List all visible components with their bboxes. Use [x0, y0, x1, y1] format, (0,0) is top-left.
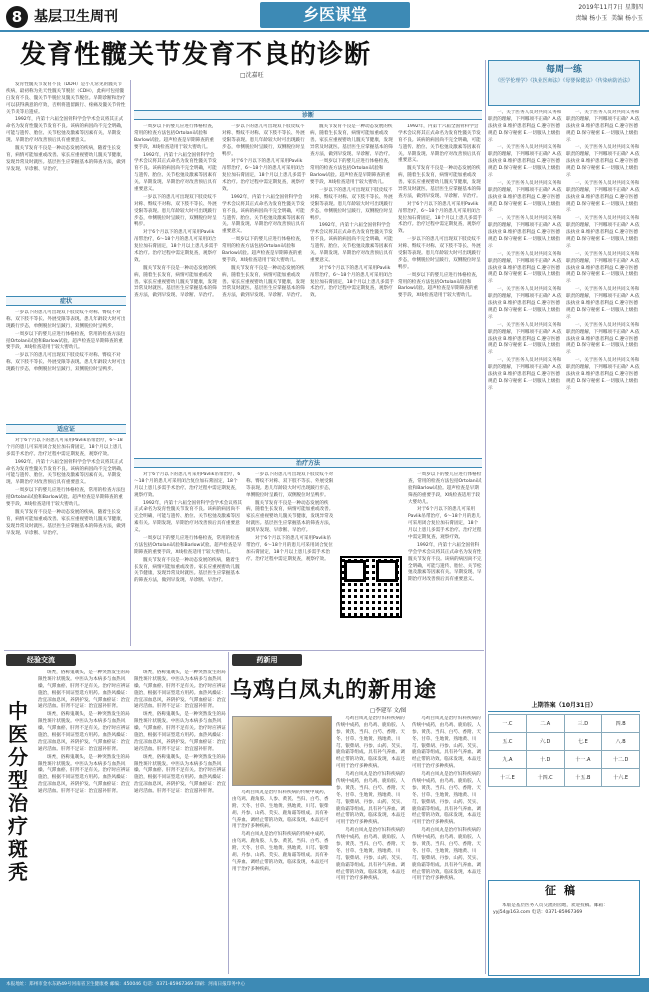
header-rule — [0, 30, 649, 32]
section-divider — [4, 650, 484, 651]
answer-cell: 六.D — [527, 733, 565, 751]
page-header — [0, 0, 649, 36]
questions-col-1: 一、关于医务人员对共同义务和职责的理解，下列哪项不正确？A.依法执业 B.维护患者利益 C.遵守医德规范 D.保守秘密 E.一切服从上级指示 一、关于医务人员对共同义务和职责的理解，下列哪项不正确？A.依法执业 B.维护患者利益 C.遵守医德规范 D.保守秘密 E.一切服从上级指示 一、关于医务人员对共同义务和职责的理解，下列哪项不正确？A.依法执业 B.维护患者利益 C.遵守医德规范 D.保守秘密 E.一切服从上级指示 一、关于医务人员对共同义务和职责的理解，下列哪项不正确？A.依法执业 B.维护患者利益 C.遵守医德规范 D.保守秘密 E.一切服从上级指示 一、关于医务人员对共同义务和职责的理解，下列哪项不正确？A.依法执业 B.维护患者利益 C.遵守医德规范 D.保守秘密 E.一切服从上级指示 一、关于医务人员对共同义务和职责的理解，下列哪项不正确？A.依法执业 B.维护患者利益 C.遵守医德规范 D.保守秘密 E.一切服从上级指示 一、关于医务人员对共同义务和职责的理解，下列哪项不正确？A.依法执业 B.维护患者利益 C.遵守医德规范 D.保守秘密 E.一切服从上级指示 一、关于医务人员对共同义务和职责的理解，下列哪项不正确？A.依法执业 B.维护患者利益 C.遵守医德规范 D.保守秘密 E.一切服从上级指示 — [488, 110, 562, 391]
issue-date: 2019年11月7日 星期四 — [578, 4, 643, 11]
main-headline: 发育性髋关节发育不良的诊断 — [20, 40, 372, 70]
diagnosis-col-1: 一周岁以下的婴儿应进行体格检查，常用的检查方法包括Ortolani试验和Barlow试验。超声检查是早期筛查的重要手段，X线检查适用于较大婴幼儿。 1992年，内第十六届全国骨科学会学术会议将其正式命名为发育性髋关节发育不良。该病的病因尚不完全明确，可能与遗传、胎位、关节松弛及激素等因素有关。早期发现、早期治疗对改善预后具有重要意义。 一岁以下的患儿可出现双下肢皮纹不对称、臀纹不对称、双下肢不等长、外展受限等表现。患儿年龄较大时可出现跛行步态，单侧脱位时呈跛行，双侧脱位时呈鸭步。 对于6个月以下的患儿可采用Pavlik吊带治疗，6～18个月的患儿可采用闭合复位加石膏固定，18个月以上患儿多需手术治疗。治疗过程中需定期复查，观察疗效。 髋关节发育不良是一种动态发展的疾病，随着生长发育，病情可能加重或改善。家长应重视婴幼儿髋关节健康，发现异常及时就医。基层医生应掌握基本的筛查方法，做到早发现、早诊断、早治疗。 — [134, 124, 218, 299]
experience-col-2: 斑秃，俗称鬼剃头，是一种突然发生的局限性斑片状脱发。中医认为本病多与血热风燥、气滞血瘀、肝肾不足有关。治疗时应辨证施治，根据不同证型选方用药。血热风燥证：治宜凉血息风，养阴护发。气滞血瘀证：治宜通窍活血。肝肾不足证：治宜滋补肝肾。 斑秃，俗称鬼剃头，是一种突然发生的局限性斑片状脱发。中医认为本病多与血热风燥、气滞血瘀、肝肾不足有关。治疗时应辨证施治，根据不同证型选方用药。血热风燥证：治宜凉血息风，养阴护发。气滞血瘀证：治宜通窍活血。肝肾不足证：治宜滋补肝肾。 斑秃，俗称鬼剃头，是一种突然发生的局限性斑片状脱发。中医认为本病多与血热风燥、气滞血瘀、肝肾不足有关。治疗时应辨证施治，根据不同证型选方用药。血热风燥证：治宜凉血息风，养阴护发。气滞血瘀证：治宜通窍活血。肝肾不足证：治宜滋补肝肾。 — [134, 670, 226, 795]
herb-col-2: 乌鸡白凤丸是治疗妇科疾病的传统中成药，由乌鸡、鹿角胶、人参、黄芪、当归、白芍、香附、天冬、甘草、生地黄、熟地黄、川芎、银柴胡、丹参、山药、芡实、鹿角霜等组成。具有补气养血、调经止带的功效。临床发现，本品还可用于治疗多种疾病。 乌鸡白凤丸是治疗妇科疾病的传统中成药，由乌鸡、鹿角胶、人参、黄芪、当归、白芍、香附、天冬、甘草、生地黄、熟地黄、川芎、银柴胡、丹参、山药、芡实、鹿角霜等组成。具有补气养血、调经止带的功效。临床发现，本品还可用于治疗多种疾病。 乌鸡白凤丸是治疗妇科疾病的传统中成药，由乌鸡、鹿角胶、人参、黄芪、当归、白芍、香附、天冬、甘草、生地黄、熟地黄、川芎、银柴胡、丹参、山药、芡实、鹿角霜等组成。具有补气养血、调经止带的功效。临床发现，本品还可用于治疗多种疾病。 — [336, 716, 405, 882]
answer-cell: 三.D — [565, 715, 603, 733]
main-byline: □沈嘉旺 — [240, 72, 264, 79]
page-number: 8 — [6, 6, 28, 28]
diagnosis-col-3: 髋关节发育不良是一种动态发展的疾病，随着生长发育，病情可能加重或改善。家长应重视婴幼儿髋关节健康，发现异常及时就医。基层医生应掌握基本的筛查方法，做到早发现、早诊断、早治疗。 一周岁以下的婴儿应进行体格检查，常用的检查方法包括Ortolani试验和Barlow试验。超声检查是早期筛查的重要手段，X线检查适用于较大婴幼儿。 一岁以下的患儿可出现双下肢皮纹不对称、臀纹不对称、双下肢不等长、外展受限等表现。患儿年龄较大时可出现跛行步态，单侧脱位时呈跛行，双侧脱位时呈鸭步。 1992年，内第十六届全国骨科学会学术会议将其正式命名为发育性髋关节发育不良。该病的病因尚不完全明确，可能与遗传、胎位、关节松弛及激素等因素有关。早期发现、早期治疗对改善预后具有重要意义。 对于6个月以下的患儿可采用Pavlik吊带治疗，6～18个月的患儿可采用闭合复位加石膏固定，18个月以上患儿多需手术治疗。治疗过程中需定期复查，观察疗效。 — [310, 124, 394, 299]
answer-cell: 四.B — [602, 715, 640, 733]
ages-heading: 适应证 — [6, 424, 126, 434]
answer-cell: 八.B — [602, 733, 640, 751]
section-title: 基层卫生周刊 — [34, 9, 118, 25]
answer-cell: 十四.C — [527, 769, 565, 787]
page-footer: 本报地址：郑州市金水东路49号河南省卫生健康委 邮编：450046 电话：0371-85967369 印刷：河南日报印务中心 — [0, 978, 649, 992]
experience-col-1: 斑秃，俗称鬼剃头，是一种突然发生的局限性斑片状脱发。中医认为本病多与血热风燥、气滞血瘀、肝肾不足有关。治疗时应辨证施治，根据不同证型选方用药。血热风燥证：治宜凉血息风，养阴护发。气滞血瘀证：治宜通窍活血。肝肾不足证：治宜滋补肝肾。 斑秃，俗称鬼剃头，是一种突然发生的局限性斑片状脱发。中医认为本病多与血热风燥、气滞血瘀、肝肾不足有关。治疗时应辨证施治，根据不同证型选方用药。血热风燥证：治宜凉血息风，养阴护发。气滞血瘀证：治宜通窍活血。肝肾不足证：治宜滋补肝肾。 斑秃，俗称鬼剃头，是一种突然发生的局限性斑片状脱发。中医认为本病多与血热风燥、气滞血瘀、肝肾不足有关。治疗时应辨证施治，根据不同证型选方用药。血热风燥证：治宜凉血息风，养阴护发。气滞血瘀证：治宜通窍活血。肝肾不足证：治宜滋补肝肾。 — [38, 670, 130, 795]
answer-cell: 十.D — [527, 751, 565, 769]
answer-cell: 二.A — [527, 715, 565, 733]
intro-text: 发育性髋关节发育不良（DDH）是小儿常见的髋关节疾病，最初称为先天性髋关节脱位（CDH），此病可包括髋臼发育不良、髋关节半脱位及髋关节脱位。早期诊断和治疗可以获得满意的疗效，否则将遗留跛行、疼痛及髋关节骨性关节炎等后遗症。 1992年，内第十六届全国骨科学会学术会议将其正式命名为发育性髋关节发育不良。该病的病因尚不完全明确，可能与遗传、胎位、关节松弛及激素等因素有关。早期发现、早期治疗对改善预后具有重要意义。 髋关节发育不良是一种动态发展的疾病，随着生长发育，病情可能加重或改善。家长应重视婴幼儿髋关节健康，发现异常及时就医。基层医生应掌握基本的筛查方法，做到早发现、早诊断、早治疗。 — [6, 82, 126, 172]
weekly-practice-subtitle: 《医学伦理学》《执业医师法》《母婴保健法》《传染病防治法》 — [495, 78, 633, 85]
symptoms-heading: 症状 — [6, 296, 126, 306]
answer-cell: 五.C — [489, 733, 527, 751]
weekly-practice-box — [488, 60, 640, 106]
call-for-papers-title: 征稿 — [545, 884, 583, 897]
answer-cell: 十六.E — [602, 769, 640, 787]
diagnosis-col-4: 1992年，内第十六届全国骨科学会学术会议将其正式命名为发育性髋关节发育不良。该病的病因尚不完全明确，可能与遗传、胎位、关节松弛及激素等因素有关。早期发现、早期治疗对改善预后具有重要意义。 髋关节发育不良是一种动态发展的疾病，随着生长发育，病情可能加重或改善。家长应重视婴幼儿髋关节健康，发现异常及时就医。基层医生应掌握基本的筛查方法，做到早发现、早诊断、早治疗。 对于6个月以下的患儿可采用Pavlik吊带治疗，6～18个月的患儿可采用闭合复位加石膏固定，18个月以上患儿多需手术治疗。治疗过程中需定期复查，观察疗效。 一岁以下的患儿可出现双下肢皮纹不对称、臀纹不对称、双下肢不等长、外展受限等表现。患儿年龄较大时可出现跛行步态，单侧脱位时呈跛行，双侧脱位时呈鸭步。 一周岁以下的婴儿应进行体格检查，常用的检查方法包括Ortolani试验和Barlow试验。超声检查是早期筛查的重要手段，X线检查适用于较大婴幼儿。 — [398, 124, 482, 299]
treatment-col-3: 一周岁以下的婴儿应进行体格检查，常用的检查方法包括Ortolani试验和Barlow试验。超声检查是早期筛查的重要手段，X线检查适用于较大婴幼儿。 对于6个月以下的患儿可采用Pavlik吊带治疗，6～18个月的患儿可采用闭合复位加石膏固定，18个月以上患儿多需手术治疗。治疗过程中需定期复查，观察疗效。 1992年，内第十六届全国骨科学会学术会议将其正式命名为发育性髋关节发育不良。该病的病因尚不完全明确，可能与遗传、胎位、关节松弛及激素等因素有关。早期发现、早期治疗对改善预后具有重要意义。 — [408, 472, 482, 583]
call-for-papers-text: 本版是基层医务人员交流的园地，欢迎投稿。邮箱：yyj54@163.com 电话：0371-85967369 — [493, 903, 608, 915]
answer-cell: 一.C — [489, 715, 527, 733]
treatment-col-1: 对于6个月以下的患儿可采用Pavlik吊带治疗，6～18个月的患儿可采用闭合复位加石膏固定，18个月以上患儿多需手术治疗。治疗过程中需定期复查，观察疗效。 1992年，内第十六届全国骨科学会学术会议将其正式命名为发育性髋关节发育不良。该病的病因尚不完全明确，可能与遗传、胎位、关节松弛及激素等因素有关。早期发现、早期治疗对改善预后具有重要意义。 一周岁以下的婴儿应进行体格检查，常用的检查方法包括Ortolani试验和Barlow试验。超声检查是早期筛查的重要手段，X线检查适用于较大婴幼儿。 髋关节发育不良是一种动态发展的疾病，随着生长发育，病情可能加重或改善。家长应重视婴幼儿髋关节健康，发现异常及时就医。基层医生应掌握基本的筛查方法，做到早发现、早诊断、早治疗。 — [134, 472, 242, 584]
herb-label: 药新用 — [232, 654, 302, 666]
header-info — [575, 4, 643, 26]
call-for-papers — [488, 880, 640, 976]
answers-title: 上期答案（10月31日） — [488, 700, 640, 712]
weekly-practice-title: 每周一练 — [545, 65, 582, 75]
column-banner: 乡医课堂 — [260, 2, 410, 28]
answers-grid — [488, 714, 640, 787]
herb-photo — [232, 716, 332, 786]
column-divider — [485, 60, 486, 974]
herb-headline: 乌鸡白凤丸的新用途 — [230, 677, 438, 703]
answer-cell: 十二.D — [602, 751, 640, 769]
symptoms-text: 一岁以下的患儿可出现双下肢皮纹不对称、臀纹不对称、双下肢不等长、外展受限等表现。患儿年龄较大时可出现跛行步态，单侧脱位时呈跛行，双侧脱位时呈鸭步。 一周岁以下的婴儿应进行体格检查，常用的检查方法包括Ortolani试验和Barlow试验。超声检查是早期筛查的重要手段，X线检查适用于较大婴幼儿。 一岁以下的患儿可出现双下肢皮纹不对称、臀纹不对称、双下肢不等长、外展受限等表现。患儿年龄较大时可出现跛行步态，单侧脱位时呈跛行，双侧脱位时呈鸭步。 — [6, 310, 126, 373]
experience-label: 经验交流 — [6, 654, 76, 666]
answer-cell: 九.A — [489, 751, 527, 769]
herb-col-3: 乌鸡白凤丸是治疗妇科疾病的传统中成药，由乌鸡、鹿角胶、人参、黄芪、当归、白芍、香附、天冬、甘草、生地黄、熟地黄、川芎、银柴胡、丹参、山药、芡实、鹿角霜等组成。具有补气养血、调经止带的功效。临床发现，本品还可用于治疗多种疾病。 乌鸡白凤丸是治疗妇科疾病的传统中成药，由乌鸡、鹿角胶、人参、黄芪、当归、白芍、香附、天冬、甘草、生地黄、熟地黄、川芎、银柴胡、丹参、山药、芡实、鹿角霜等组成。具有补气养血、调经止带的功效。临床发现，本品还可用于治疗多种疾病。 乌鸡白凤丸是治疗妇科疾病的传统中成药，由乌鸡、鹿角胶、人参、黄芪、当归、白芍、香附、天冬、甘草、生地黄、熟地黄、川芎、银柴胡、丹参、山药、芡实、鹿角霜等组成。具有补气养血、调经止带的功效。临床发现，本品还可用于治疗多种疾病。 — [412, 716, 481, 882]
treatment-col-2: 一岁以下的患儿可出现双下肢皮纹不对称、臀纹不对称、双下肢不等长、外展受限等表现。患儿年龄较大时可出现跛行步态，单侧脱位时呈跛行，双侧脱位时呈鸭步。 髋关节发育不良是一种动态发展的疾病，随着生长发育，病情可能加重或改善。家长应重视婴幼儿髋关节健康，发现异常及时就医。基层医生应掌握基本的筛查方法，做到早发现、早诊断、早治疗。 对于6个月以下的患儿可采用Pavlik吊带治疗，6～18个月的患儿可采用闭合复位加石膏固定，18个月以上患儿多需手术治疗。治疗过程中需定期复查，观察疗效。 — [246, 472, 334, 562]
diagnosis-col-2: 一岁以下的患儿可出现双下肢皮纹不对称、臀纹不对称、双下肢不等长、外展受限等表现。患儿年龄较大时可出现跛行步态，单侧脱位时呈跛行，双侧脱位时呈鸭步。 对于6个月以下的患儿可采用Pavlik吊带治疗，6～18个月的患儿可采用闭合复位加石膏固定，18个月以上患儿多需手术治疗。治疗过程中需定期复查，观察疗效。 1992年，内第十六届全国骨科学会学术会议将其正式命名为发育性髋关节发育不良。该病的病因尚不完全明确，可能与遗传、胎位、关节松弛及激素等因素有关。早期发现、早期治疗对改善预后具有重要意义。 一周岁以下的婴儿应进行体格检查，常用的检查方法包括Ortolani试验和Barlow试验。超声检查是早期筛查的重要手段，X线检查适用于较大婴幼儿。 髋关节发育不良是一种动态发展的疾病，随着生长发育，病情可能加重或改善。家长应重视婴幼儿髋关节健康，发现异常及时就医。基层医生应掌握基本的筛查方法，做到早发现、早诊断、早治疗。 — [222, 124, 306, 299]
treatment-heading: 治疗方法 — [134, 458, 482, 468]
editor-credit: 责编 杨小玉 — [575, 15, 608, 23]
questions-col-2: 一、关于医务人员对共同义务和职责的理解，下列哪项不正确？A.依法执业 B.维护患者利益 C.遵守医德规范 D.保守秘密 E.一切服从上级指示 一、关于医务人员对共同义务和职责的理解，下列哪项不正确？A.依法执业 B.维护患者利益 C.遵守医德规范 D.保守秘密 E.一切服从上级指示 一、关于医务人员对共同义务和职责的理解，下列哪项不正确？A.依法执业 B.维护患者利益 C.遵守医德规范 D.保守秘密 E.一切服从上级指示 一、关于医务人员对共同义务和职责的理解，下列哪项不正确？A.依法执业 B.维护患者利益 C.遵守医德规范 D.保守秘密 E.一切服从上级指示 一、关于医务人员对共同义务和职责的理解，下列哪项不正确？A.依法执业 B.维护患者利益 C.遵守医德规范 D.保守秘密 E.一切服从上级指示 一、关于医务人员对共同义务和职责的理解，下列哪项不正确？A.依法执业 B.维护患者利益 C.遵守医德规范 D.保守秘密 E.一切服从上级指示 一、关于医务人员对共同义务和职责的理解，下列哪项不正确？A.依法执业 B.维护患者利益 C.遵守医德规范 D.保守秘密 E.一切服从上级指示 一、关于医务人员对共同义务和职责的理解，下列哪项不正确？A.依法执业 B.维护患者利益 C.遵守医德规范 D.保守秘密 E.一切服从上级指示 — [566, 110, 640, 391]
column-divider — [228, 652, 229, 974]
herb-byline: □李建军 文/图 — [370, 708, 407, 714]
answer-cell: 十五.B — [565, 769, 603, 787]
herb-col-1: 乌鸡白凤丸是治疗妇科疾病的传统中成药，由乌鸡、鹿角胶、人参、黄芪、当归、白芍、香附、天冬、甘草、生地黄、熟地黄、川芎、银柴胡、丹参、山药、芡实、鹿角霜等组成。具有补气养血、调经止带的功效。临床发现，本品还可用于治疗多种疾病。 乌鸡白凤丸是治疗妇科疾病的传统中成药，由乌鸡、鹿角胶、人参、黄芪、当归、白芍、香附、天冬、甘草、生地黄、熟地黄、川芎、银柴胡、丹参、山药、芡实、鹿角霜等组成。具有补气养血、调经止带的功效。临床发现，本品还可用于治疗多种疾病。 — [232, 790, 329, 872]
qr-code[interactable] — [340, 556, 402, 618]
ages-text: 对于6个月以下的患儿可采用Pavlik吊带治疗，6～18个月的患儿可采用闭合复位加石膏固定，18个月以上患儿多需手术治疗。治疗过程中需定期复查，观察疗效。 1992年，内第十六届全国骨科学会学术会议将其正式命名为发育性髋关节发育不良。该病的病因尚不完全明确，可能与遗传、胎位、关节松弛及激素等因素有关。早期发现、早期治疗对改善预后具有重要意义。 一周岁以下的婴儿应进行体格检查，常用的检查方法包括Ortolani试验和Barlow试验。超声检查是早期筛查的重要手段，X线检查适用于较大婴幼儿。 髋关节发育不良是一种动态发展的疾病，随着生长发育，病情可能加重或改善。家长应重视婴幼儿髋关节健康，发现异常及时就医。基层医生应掌握基本的筛查方法，做到早发现、早诊断、早治疗。 — [6, 438, 126, 536]
column-divider — [130, 80, 131, 646]
answer-cell: 十一.A — [565, 751, 603, 769]
answer-cell: 七.E — [565, 733, 603, 751]
experience-vertical-title: 中医分型治疗斑秃 — [8, 699, 28, 884]
last-answers — [488, 700, 640, 800]
diagnosis-heading: 诊断 — [134, 110, 482, 120]
answer-cell: 十三.E — [489, 769, 527, 787]
designer-credit: 美编 杨小玉 — [611, 15, 643, 23]
